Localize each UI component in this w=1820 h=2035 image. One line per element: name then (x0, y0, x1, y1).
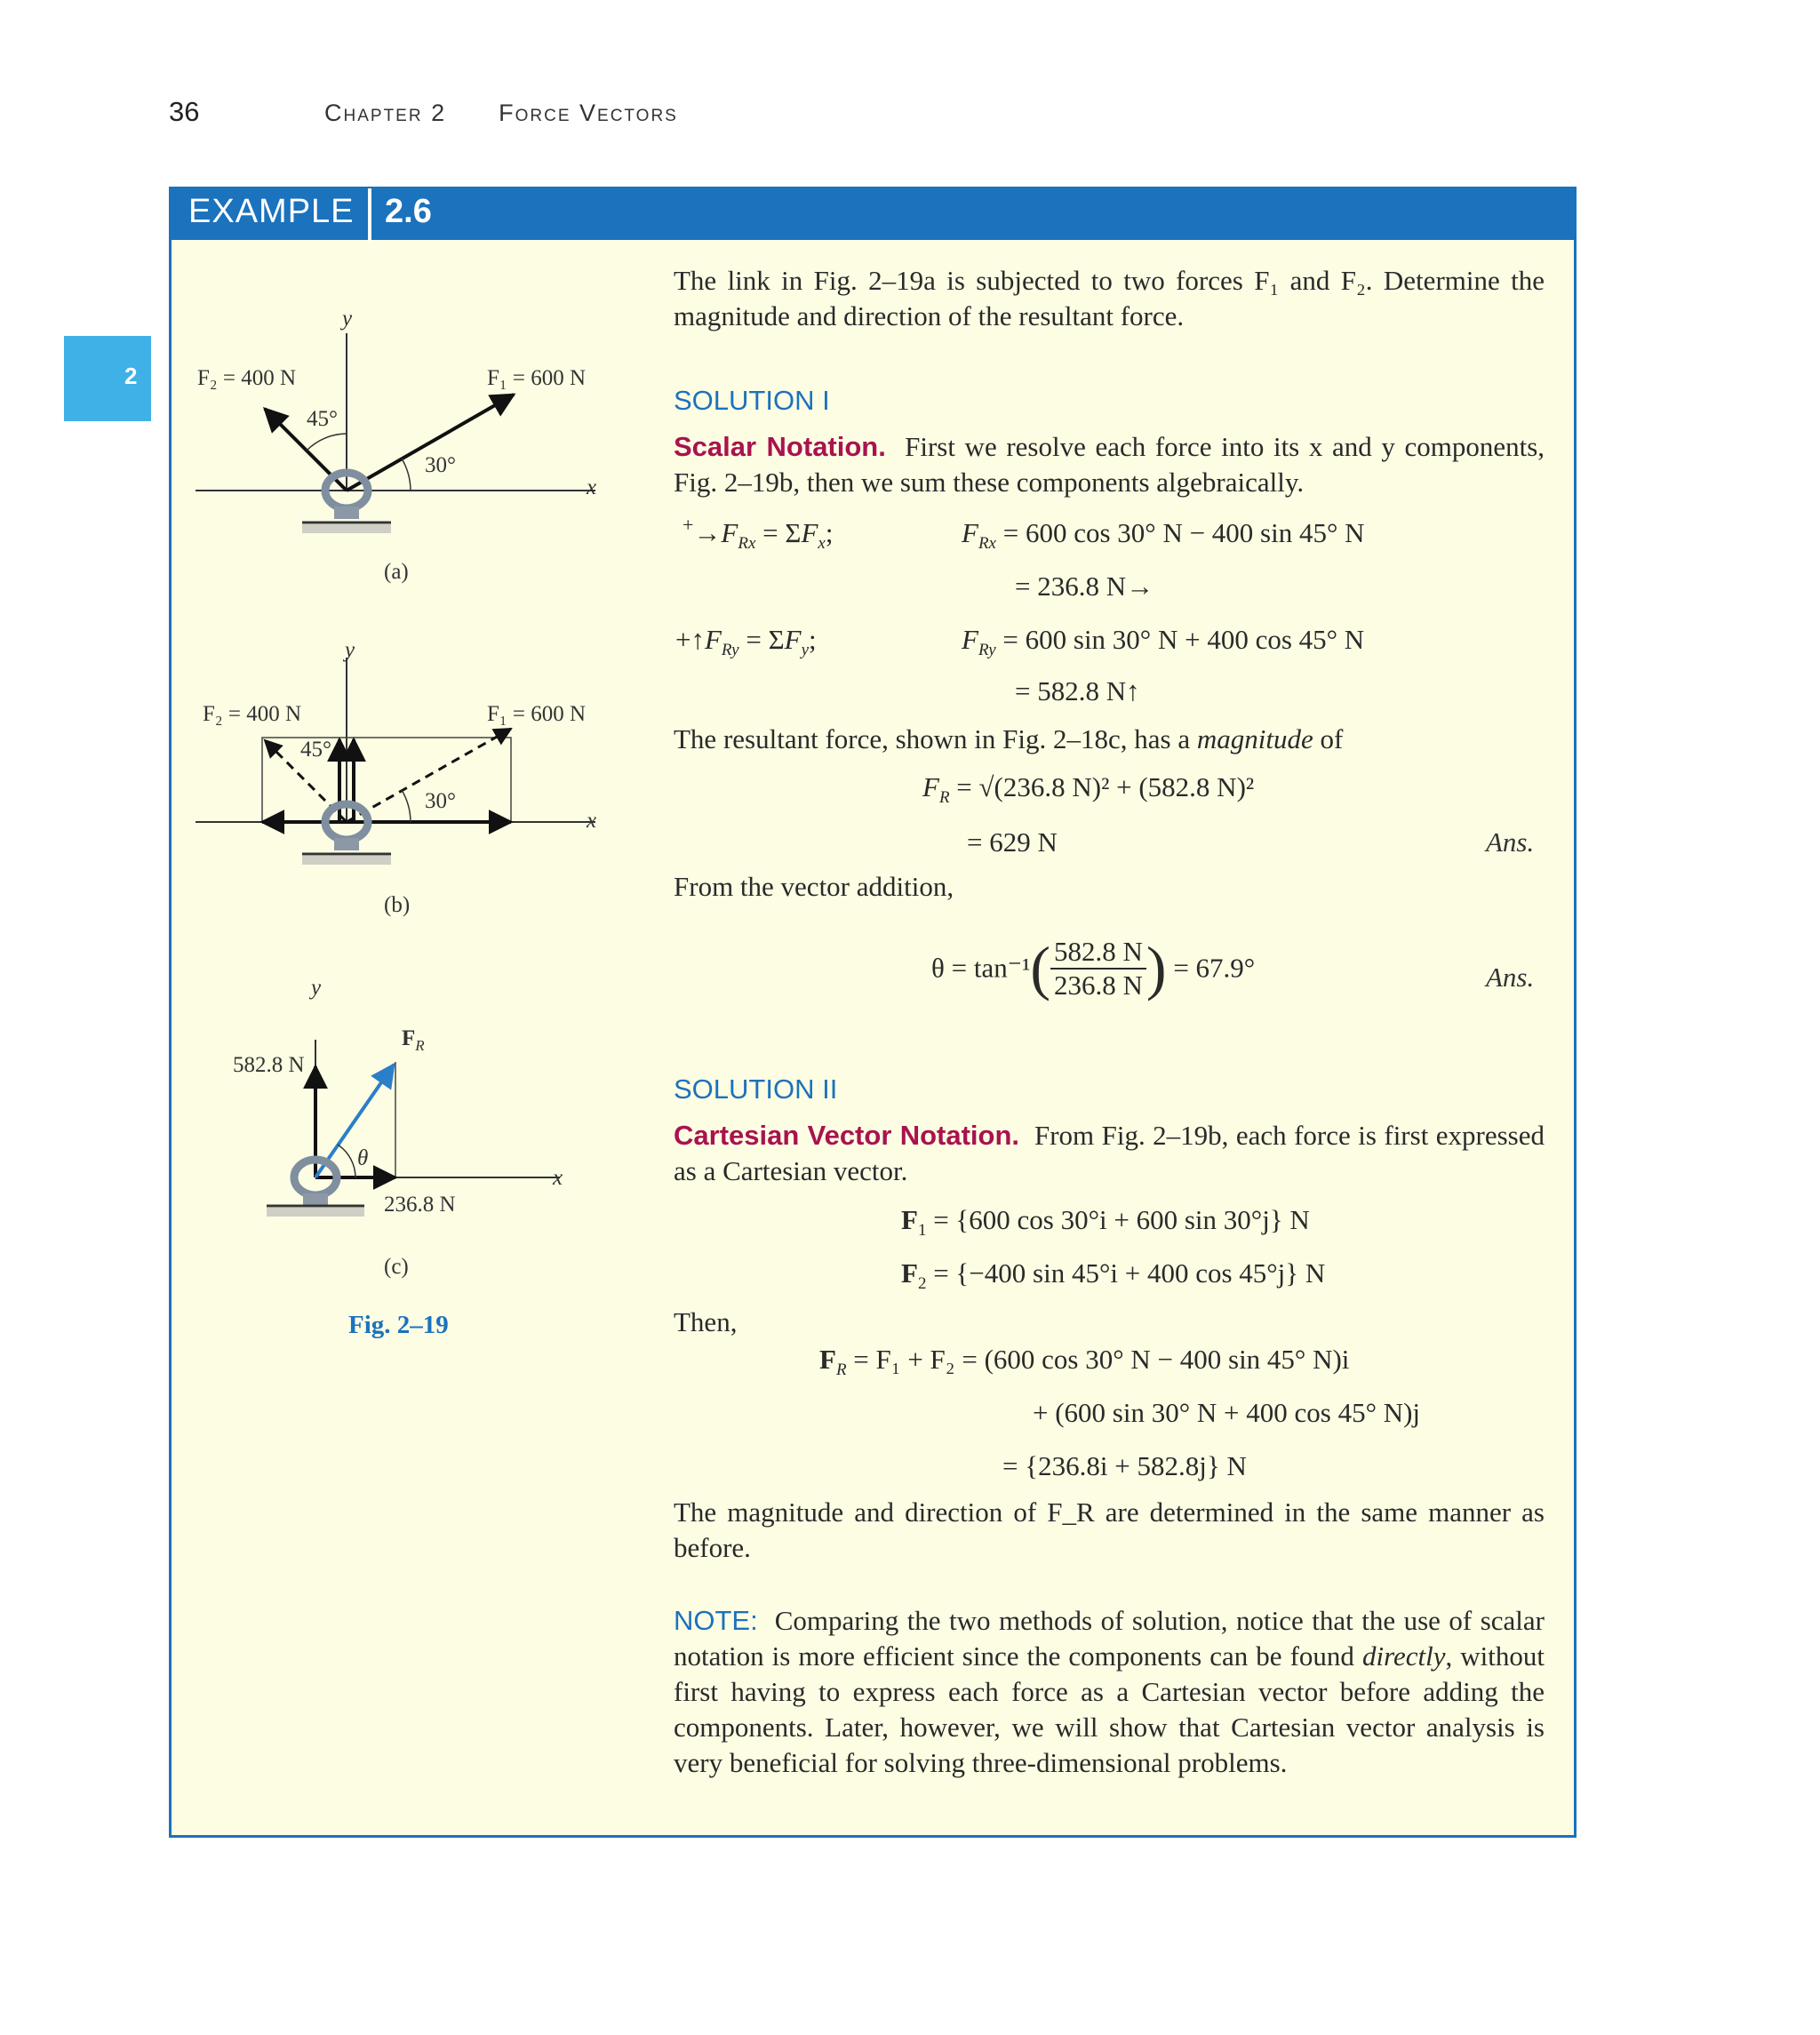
eq-f2-vector: $F_2 = \{-400$ sin 45°i + 400 cos 45°j} N (901, 1257, 1326, 1294)
fig-c-fr-label: $F_R$ (402, 1026, 425, 1054)
figure-b (196, 658, 595, 865)
fig-a-f2-label: F₂ = 400 N (197, 366, 297, 390)
eq-frx-result: = 236.8 N→ (1015, 571, 1154, 602)
intro-paragraph: The link in Fig. 2–19a is subjected to two forces F₁ and F₂. Determine the magnitude and direction of the resultant force. (674, 265, 1545, 331)
running-head (324, 100, 678, 127)
example-separator (368, 188, 371, 242)
note-paragraph: NOTE: Comparing the two methods of solution, notice that the use of scalar notation is more efficient since the components can be found directly, without first having to express each force as a Cartesian vector before adding the components. Later, however, we will show that Cartesian vector analysis is very beneficial for solving three-dimensional problems. (674, 1605, 1545, 1778)
fig-b-f1-label: F₁ = 600 N (487, 702, 587, 726)
example-header (169, 187, 1577, 240)
fig-a-angle45: 45° (307, 407, 338, 431)
chapter-label: Chapter 2 (324, 100, 447, 126)
eq-fr-line-3: = {236.8i + 582.8j} N (1002, 1450, 1247, 1481)
example-number: 2.6 (385, 193, 432, 230)
figure-2-19 (169, 302, 667, 1297)
fig-b-angle45: 45° (300, 738, 331, 762)
fig-a-angle30: 30° (425, 453, 456, 477)
vector-addition-text: From the vector addition, (674, 871, 954, 902)
fig-b-f2-label: F₂ = 400 N (203, 702, 302, 726)
solution-1-paragraph: Scalar Notation. First we resolve each force into its x and y components, Fig. 2–19b, then we sum these components algebraically. (674, 431, 1545, 498)
eq-f1-vector: $F_1 = \{600$ cos 30°i + 600 sin 30°j} N (901, 1204, 1310, 1241)
figure-c (267, 1040, 560, 1217)
fig-a-y-label: y (342, 307, 353, 331)
resultant-paragraph: The resultant force, shown in Fig. 2–18c, has a magnitude of (674, 723, 1344, 754)
conclusion-paragraph: The magnitude and direction of F_R are determined in the same manner as before. (674, 1496, 1545, 1563)
eq-fry-right: $F_{Ry} = 600$ sin 30° N + 400 cos 45° N (962, 624, 1365, 660)
eq-fr-line-1: $F_R = F_1 + F_2 = (600$ cos 30° N − 400 sin 45° N)i (819, 1344, 1350, 1380)
fig-c-label: (c) (384, 1255, 409, 1279)
fig-c-x-label: x (553, 1166, 563, 1190)
fig-c-fy-label: 582.8 N (233, 1053, 305, 1077)
note-head: NOTE: (674, 1605, 758, 1636)
fig-b-angle30: 30° (425, 789, 456, 813)
chapter-tab: 2 (64, 336, 151, 421)
eq-magnitude-result: = 629 N (967, 826, 1058, 858)
solution-2-paragraph: Cartesian Vector Notation. From Fig. 2–19b, each force is first expressed as a Cartesian vector. (674, 1120, 1545, 1186)
answer-label-direction: Ans. (1486, 962, 1535, 993)
fig-c-fx-label: 236.8 N (384, 1193, 456, 1217)
example-word: EXAMPLE (188, 193, 355, 230)
eq-fr-line-2: + (600 sin 30° N + 400 cos 45° N)j (1033, 1397, 1421, 1428)
page-number: 36 (169, 96, 200, 127)
fig-a-x-label: x (587, 475, 597, 499)
figure-a (196, 333, 595, 533)
eq-fry-left: $+↑F_{Ry} = \Sigma F_y$; (675, 624, 817, 660)
fig-a-f1-label: F₁ = 600 N (487, 366, 587, 390)
eq-theta: θ = tan⁻¹( $\frac{582.8 N}{236.8 N}$ ) = 67.9° (931, 934, 1256, 1002)
fig-b-label: (b) (384, 893, 411, 917)
fig-c-theta: θ (357, 1146, 369, 1170)
chapter-title: Force Vectors (499, 100, 678, 126)
fig-c-y-label: y (311, 976, 322, 1000)
solution-1-heading: SOLUTION I (674, 385, 830, 416)
fig-b-x-label: x (587, 809, 597, 833)
eq-frx-left: $^+\to F_{Rx} = \Sigma F_x$; (682, 514, 834, 554)
figure-caption: Fig. 2–19 (348, 1311, 449, 1339)
eq-frx-right: $F_{Rx} = 600$ cos 30° N − 400 sin 45° N (962, 517, 1365, 554)
solution-2-run-head: Cartesian Vector Notation. (674, 1120, 1020, 1151)
then-text: Then, (674, 1306, 738, 1337)
answer-label-magnitude: Ans. (1486, 826, 1535, 858)
eq-magnitude: $F_R = √(236.8$ N)² + (582.8 N)² (922, 771, 1255, 808)
solution-1-run-head: Scalar Notation. (674, 431, 886, 462)
fig-b-y-label: y (345, 638, 355, 662)
solution-2-heading: SOLUTION II (674, 1073, 838, 1105)
eq-fry-result: = 582.8 N↑ (1015, 675, 1140, 706)
fig-a-label: (a) (384, 560, 409, 584)
